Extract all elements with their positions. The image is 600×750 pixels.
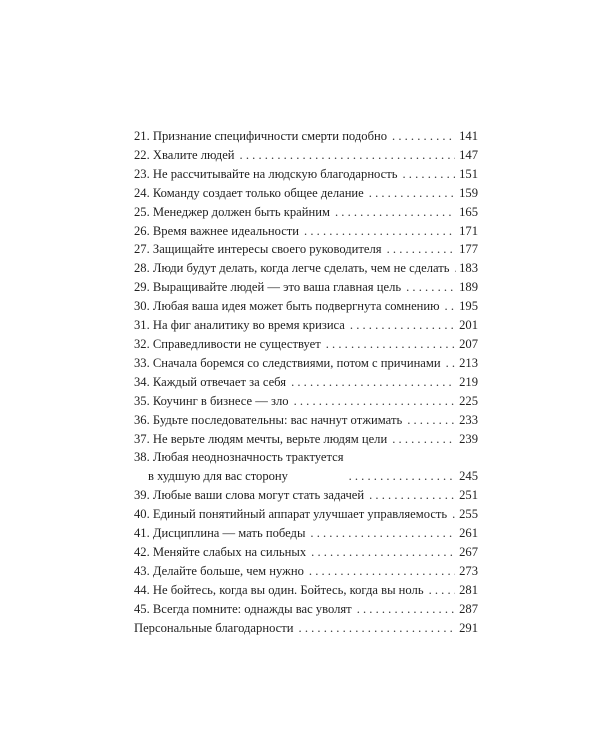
- toc-entry-number: 36.: [134, 412, 150, 427]
- dot-leader: [429, 581, 455, 600]
- toc-entry-number: 43.: [134, 563, 150, 578]
- toc-entry-title: [134, 505, 447, 524]
- toc-entry: [134, 581, 478, 600]
- toc-entry-page: 177: [459, 242, 478, 257]
- toc-entry-title: [134, 335, 321, 354]
- toc-entry-text: Любая ваша идея может быть подвергнута сомнению: [152, 299, 440, 314]
- dot-leader: [335, 203, 455, 222]
- toc-entry-page: 261: [459, 526, 478, 541]
- toc-entry-text: Выращивайте людей — это ваша главная цель: [152, 280, 402, 295]
- toc-entry-number: 21.: [134, 129, 150, 143]
- toc-entry-title: [134, 297, 440, 316]
- toc-entry-number: 27.: [134, 242, 150, 257]
- toc-entry: [134, 411, 478, 430]
- toc-entry: [134, 165, 478, 184]
- toc-entry-text: Люди будут делать, когда легче сделать, чем не сделать: [152, 261, 450, 276]
- dot-leader: [357, 600, 455, 619]
- dot-leader: [407, 411, 455, 430]
- dot-leader: [310, 524, 455, 543]
- toc-entry-title: [134, 486, 364, 505]
- toc-entry-text: Будьте последовательны: вас начнут отжимать: [152, 412, 403, 427]
- toc-entry: [134, 146, 478, 165]
- toc-entry-number: 45.: [134, 601, 150, 616]
- toc-entry: [134, 505, 478, 524]
- toc-entry-title: [134, 354, 441, 373]
- toc-entry-page: 219: [459, 374, 478, 389]
- toc-entry-text: Время важнее идеальности: [152, 223, 300, 238]
- toc-entry-page: 267: [459, 544, 478, 559]
- toc-entry-number: 35.: [134, 393, 150, 408]
- toc-entry-number: 40.: [134, 507, 150, 522]
- toc-entry-text: Сначала боремся со следствиями, потом с причинами: [152, 355, 441, 370]
- toc-entry-title: [134, 448, 344, 486]
- toc-entry: [134, 184, 478, 203]
- toc-entry-page: 233: [459, 412, 478, 427]
- toc-entry: [134, 335, 478, 354]
- toc-entry-page: 201: [459, 318, 478, 333]
- toc-entry-text: Команду создает только общее делание: [152, 185, 364, 200]
- toc-entry-text: Справедливости не существует: [152, 336, 321, 351]
- toc-entry-number: 32.: [134, 336, 150, 351]
- toc-entry-number: 33.: [134, 355, 150, 370]
- toc-entry-page: 273: [459, 563, 478, 578]
- toc-entry-page: 255: [459, 507, 478, 522]
- toc-entry: [134, 543, 478, 562]
- toc-entry-title: [134, 619, 294, 638]
- toc-entry-number: 42.: [134, 544, 150, 559]
- dot-leader: [349, 467, 455, 486]
- toc-entry-number: 30.: [134, 299, 150, 314]
- toc-entry-page: 245: [459, 469, 478, 484]
- toc-entry-page: 287: [459, 601, 478, 616]
- toc-entry-acknowledgements: [134, 619, 478, 638]
- toc-entry-text: Не бойтесь, когда вы один. Бойтесь, когда вы ноль: [152, 582, 424, 597]
- toc-entry-page: 225: [459, 393, 478, 408]
- toc-entry-page: 141: [459, 129, 478, 143]
- toc-entry-number: 28.: [134, 261, 150, 276]
- toc-entry-text: Менеджер должен быть крайним: [152, 204, 330, 219]
- toc-entry-text: Любая неоднозначность трактуется: [152, 450, 344, 465]
- dot-leader: [309, 562, 455, 581]
- toc-entry-text: Не верьте людям мечты, верьте людям цели: [152, 431, 388, 446]
- toc-entry: [134, 278, 478, 297]
- toc-entry: [134, 524, 478, 543]
- toc-entry: [134, 354, 478, 373]
- toc-entry-title: [134, 600, 352, 619]
- dot-leader: [350, 316, 455, 335]
- toc-entry-page: 147: [459, 147, 478, 162]
- toc-entry-page: 189: [459, 280, 478, 295]
- toc-entry-number: 26.: [134, 223, 150, 238]
- toc-entry-page: 291: [459, 620, 478, 635]
- toc-entry-number: 34.: [134, 374, 150, 389]
- toc-entry-title: [134, 222, 299, 241]
- toc-entry-text: Не рассчитывайте на людскую благодарность: [152, 166, 398, 181]
- toc-entry-page: 171: [459, 223, 478, 238]
- toc-entry-text: Хвалите людей: [152, 147, 235, 162]
- toc-entry-title: [134, 203, 330, 222]
- toc-entry-title: [134, 524, 305, 543]
- dot-leader: [311, 543, 455, 562]
- toc-entry-number: 31.: [134, 318, 150, 333]
- toc-entry-page: 195: [459, 299, 478, 314]
- toc-entry-title: [134, 127, 387, 146]
- toc-entry-number: 38.: [134, 450, 150, 465]
- toc-entry: [134, 430, 478, 449]
- toc-entry-title: [134, 543, 306, 562]
- dot-leader: [299, 619, 455, 638]
- toc-entry-title: [134, 278, 401, 297]
- toc-entry-number: 29.: [134, 280, 150, 295]
- toc-entry-title: [134, 581, 424, 600]
- toc-entry-number: 24.: [134, 185, 150, 200]
- dot-leader: [369, 184, 455, 203]
- toc-entry: [134, 448, 478, 486]
- dot-leader: [392, 127, 455, 146]
- toc-entry-text: На фиг аналитику во время кризиса: [152, 318, 345, 333]
- toc-entry-title: [134, 411, 402, 430]
- toc-entry-page: 251: [459, 488, 478, 503]
- toc-entry: [134, 486, 478, 505]
- toc-entry-page: 151: [459, 166, 478, 181]
- dot-leader: [240, 146, 455, 165]
- dot-leader: [304, 222, 455, 241]
- toc-entry-page: 159: [459, 185, 478, 200]
- toc-entry-text: Всегда помните: однажды вас уволят: [152, 601, 352, 616]
- table-of-contents: [134, 127, 478, 637]
- toc-entry-title: [134, 165, 398, 184]
- toc-entry-number: 37.: [134, 431, 150, 446]
- toc-entry: [134, 259, 478, 278]
- dot-leader: [326, 335, 455, 354]
- toc-entry-text: Персональные благодарности: [134, 620, 294, 635]
- toc-entry-page: 183: [459, 261, 478, 276]
- toc-entry-text: Коучинг в бизнесе — зло: [152, 393, 289, 408]
- toc-entry-text: Защищайте интересы своего руководителя: [152, 242, 382, 257]
- toc-entry-number: 23.: [134, 166, 150, 181]
- dot-leader: [291, 373, 455, 392]
- toc-entry-title: [134, 184, 364, 203]
- dot-leader: [446, 354, 455, 373]
- toc-entry: [134, 373, 478, 392]
- dot-leader: [452, 505, 455, 524]
- toc-entry: [134, 127, 478, 146]
- toc-entry-text: Признание специфичности смерти подобно: [152, 129, 388, 143]
- toc-entry-title: [134, 373, 286, 392]
- toc-entry-title: [134, 316, 345, 335]
- toc-entry-title: [134, 146, 235, 165]
- toc-entry-page: 239: [459, 431, 478, 446]
- toc-entry: [134, 203, 478, 222]
- toc-entry-title: [134, 392, 289, 411]
- toc-entry-text-line2: в худшую для вас сторону: [148, 469, 288, 484]
- dot-leader: [387, 240, 455, 259]
- toc-entry-text: Каждый отвечает за себя: [152, 374, 287, 389]
- toc-entry: [134, 562, 478, 581]
- toc-entry-text: Любые ваши слова могут стать задачей: [152, 488, 365, 503]
- toc-entry-number: 44.: [134, 582, 150, 597]
- toc-entry-page: 281: [459, 582, 478, 597]
- toc-entry-number: 41.: [134, 526, 150, 541]
- toc-entry: [134, 600, 478, 619]
- toc-entry: [134, 240, 478, 259]
- toc-entry-text: Делайте больше, чем нужно: [152, 563, 304, 578]
- toc-entry-title: [134, 240, 382, 259]
- toc-entry-number: 39.: [134, 488, 150, 503]
- toc-entry-title: [134, 430, 387, 449]
- toc-entry-title: [134, 562, 304, 581]
- toc-entry: [134, 392, 478, 411]
- toc-entry: [134, 316, 478, 335]
- toc-entry-number: 22.: [134, 147, 150, 162]
- dot-leader: [406, 278, 455, 297]
- dot-leader: [294, 392, 455, 411]
- dot-leader: [369, 486, 455, 505]
- toc-entry-title: [134, 259, 450, 278]
- toc-entry: [134, 222, 478, 241]
- toc-entry-text: Меняйте слабых на сильных: [152, 544, 307, 559]
- toc-entry-page: 213: [459, 355, 478, 370]
- toc-entry: [134, 297, 478, 316]
- toc-entry-text: Дисциплина — мать победы: [152, 526, 306, 541]
- toc-entry-number: 25.: [134, 204, 150, 219]
- toc-entry-page: 207: [459, 336, 478, 351]
- dot-leader: [445, 297, 455, 316]
- dot-leader: [392, 430, 455, 449]
- toc-entry-page: 165: [459, 204, 478, 219]
- dot-leader: [403, 165, 456, 184]
- toc-entry-text: Единый понятийный аппарат улучшает управляемость: [152, 507, 448, 522]
